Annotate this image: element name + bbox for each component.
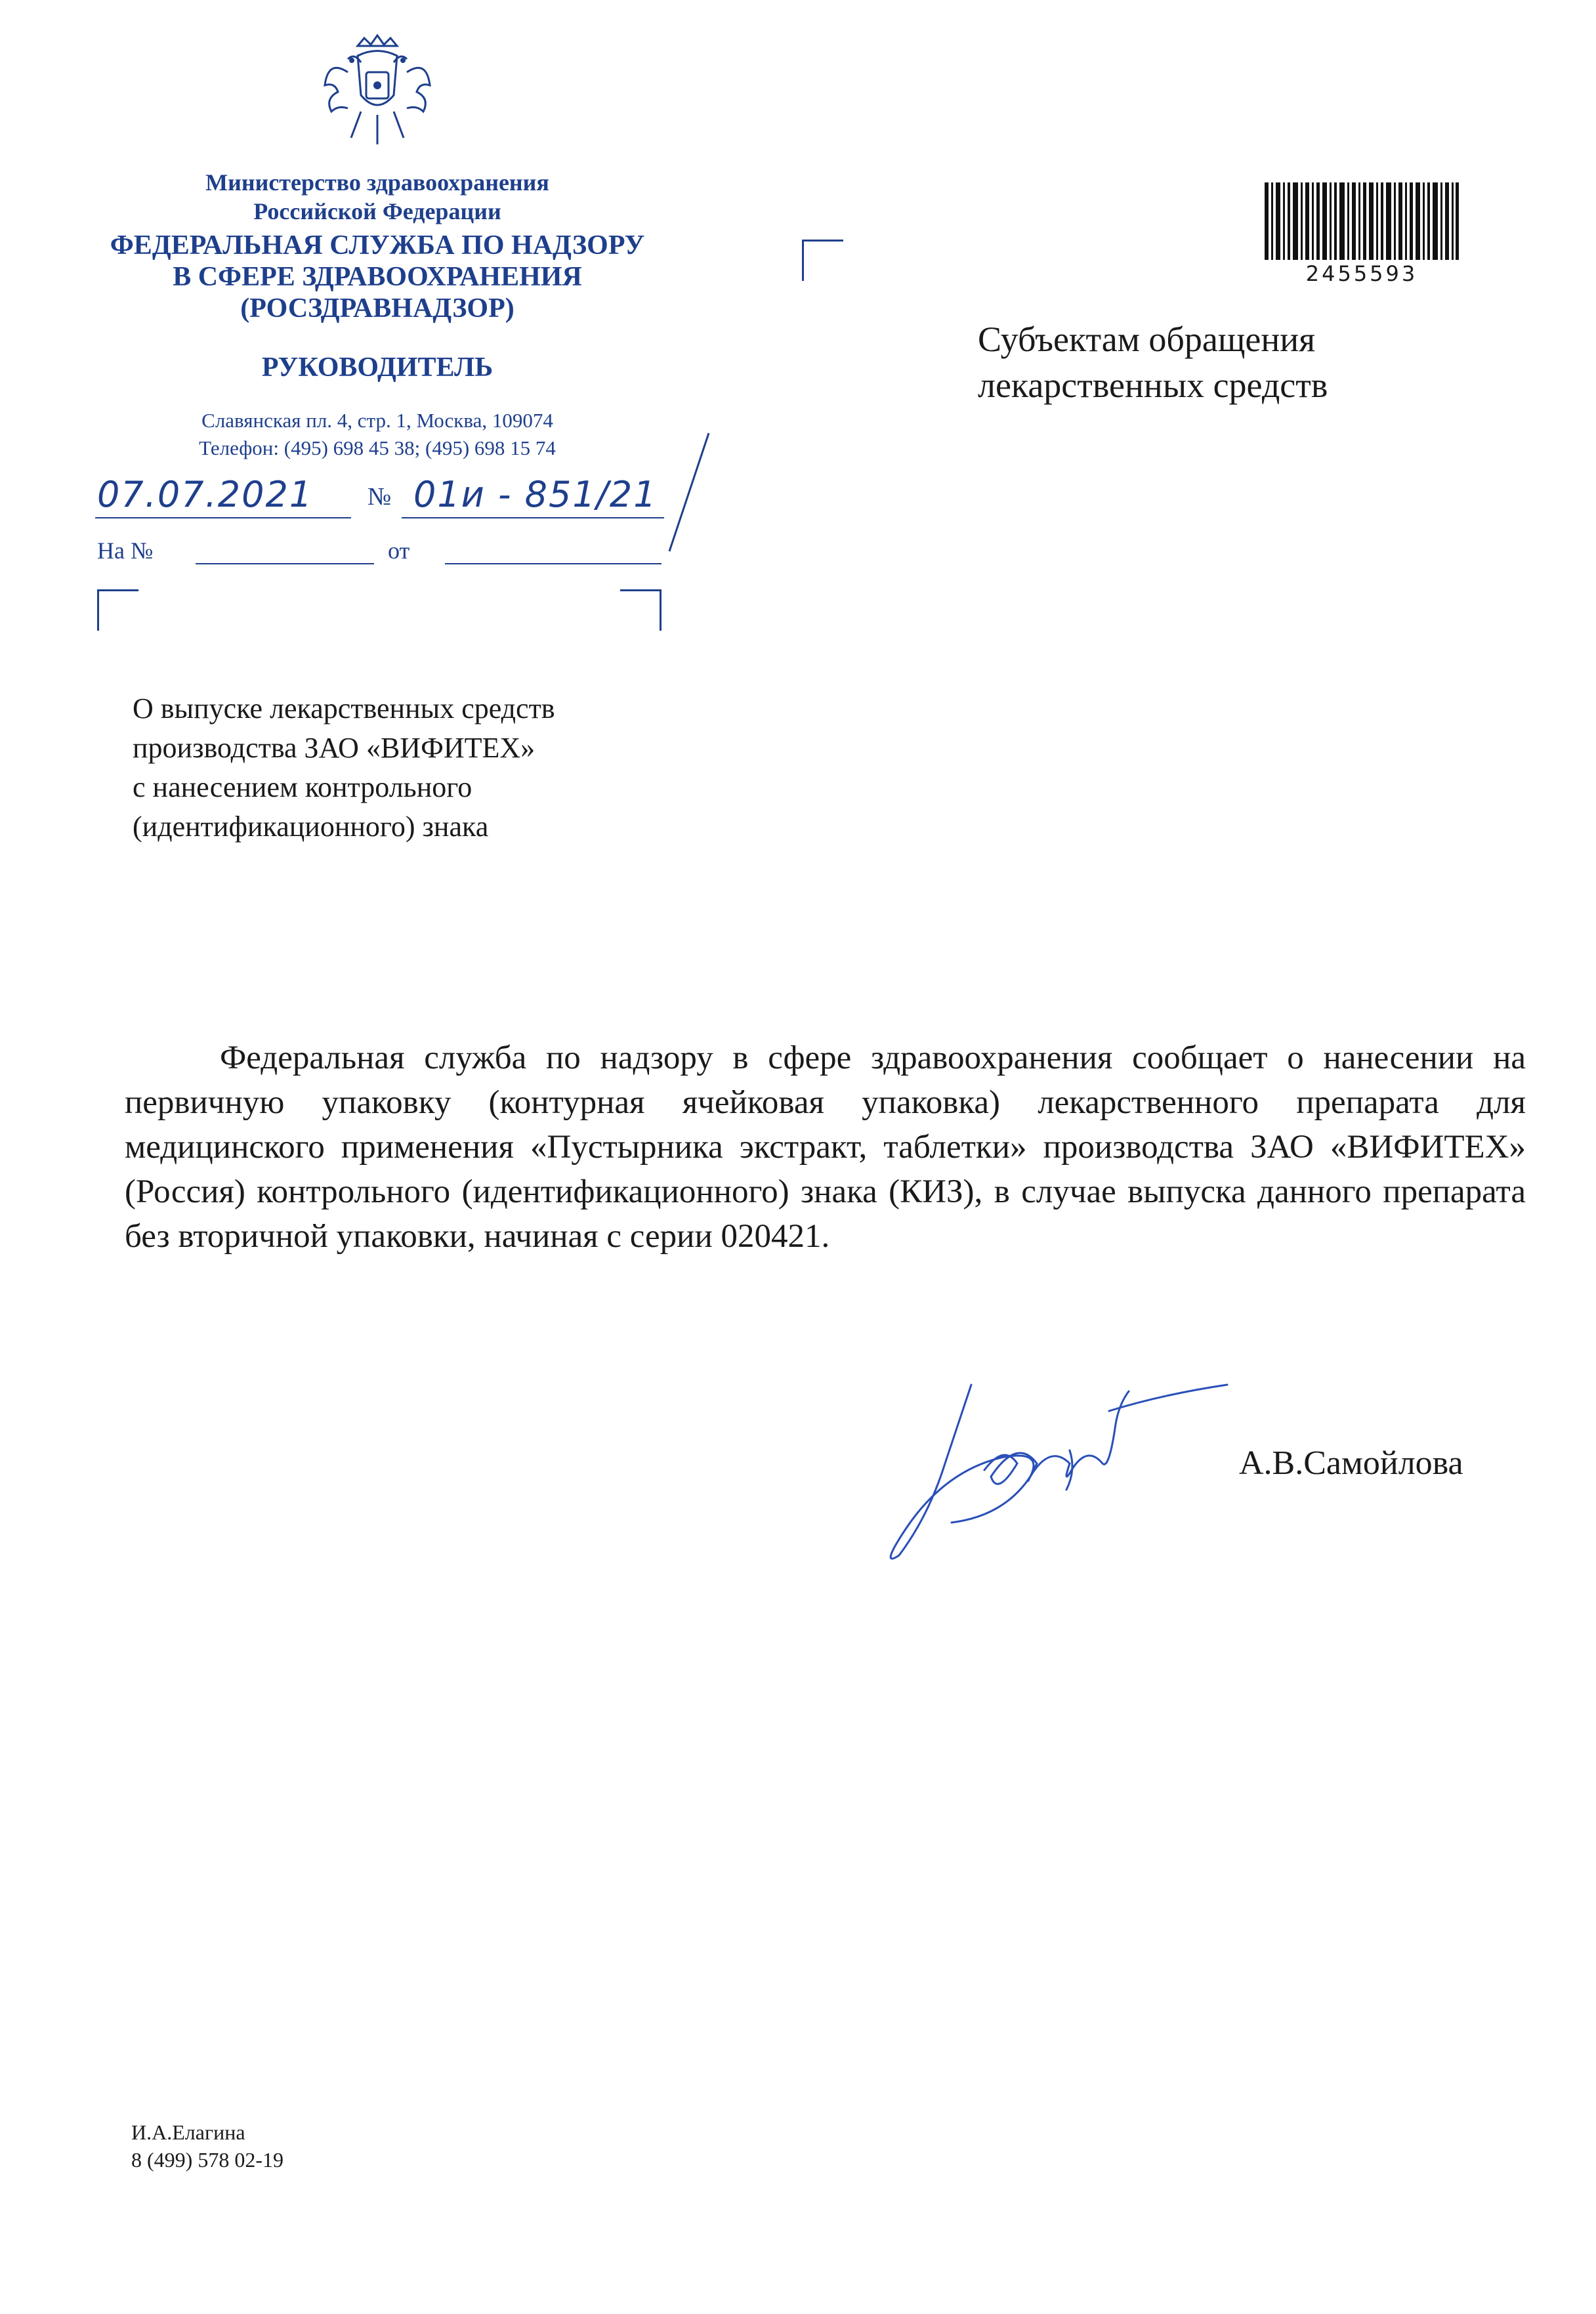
document-date: 07.07.2021 — [97, 474, 314, 515]
subject-line: производства ЗАО «ВИФИТЕХ» — [133, 732, 536, 764]
ministry-line: Российской Федерации — [253, 198, 501, 224]
ministry-name — [98, 168, 656, 226]
handwritten-signature — [873, 1372, 1240, 1562]
corner-bracket — [97, 589, 138, 631]
barcode-number: 2455593 — [1305, 261, 1418, 286]
recipient-line: лекарственных средств — [978, 366, 1328, 405]
executor-name: И.А.Елагина — [131, 2120, 245, 2144]
subject-line: (идентификационного) знака — [133, 810, 489, 843]
reply-date-blank — [445, 563, 662, 564]
subject-line: О выпуске лекарственных средств — [133, 692, 555, 725]
body-paragraph: Федеральная служба по надзору в сфере здравоохранения сообщает о нанесении на первичную упаковку (контурная ячейковая упаковка) лекарственного препарата для медицинского применения «Пустырника экстракт, таблетки» производства ЗАО «ВИФИТЕХ» (Россия) контрольного (идентификационного) знака (КИЗ), в случае выпуска данного препарата без вторичной упаковки, начиная с серии 020421. — [125, 1040, 1526, 1255]
barcode-icon — [1263, 182, 1460, 260]
reply-number-blank — [196, 563, 374, 564]
subject-block — [133, 689, 555, 847]
reply-reference-row — [97, 537, 688, 570]
date-underline — [95, 517, 351, 518]
corner-bracket — [620, 589, 662, 631]
recipient-line: Субъектам обращения — [978, 320, 1316, 359]
corner-bracket — [802, 240, 843, 281]
number-sign: № — [368, 483, 392, 511]
service-line: ФЕДЕРАЛЬНАЯ СЛУЖБА ПО НАДЗОРУ — [110, 230, 645, 261]
subject-line: с нанесением контрольного — [133, 771, 472, 803]
ministry-line: Министерство здравоохранения — [205, 169, 549, 196]
address: Славянская пл. 4, стр. 1, Москва, 109074 — [201, 409, 553, 432]
slash-stroke — [663, 430, 715, 555]
address-block — [98, 407, 656, 462]
executor-block — [131, 2118, 284, 2174]
document-number: 01и - 851/21 — [413, 474, 658, 515]
phone: Телефон: (495) 698 45 38; (495) 698 15 74 — [199, 436, 556, 459]
signer-name: А.В.Самойлова — [1239, 1444, 1463, 1482]
number-underline — [402, 517, 664, 518]
reply-number-label: На № — [97, 537, 154, 564]
russian-coat-of-arms-icon — [322, 26, 433, 158]
position-title: РУКОВОДИТЕЛЬ — [261, 352, 494, 383]
recipient-block — [978, 316, 1328, 408]
service-line: В СФЕРЕ ЗДРАВООХРАНЕНИЯ — [173, 262, 582, 292]
service-line: (РОСЗДРАВНАДЗОР) — [240, 293, 514, 324]
executor-phone: 8 (499) 578 02-19 — [131, 2148, 284, 2172]
service-name — [72, 230, 682, 324]
reply-date-label: от — [388, 537, 410, 564]
